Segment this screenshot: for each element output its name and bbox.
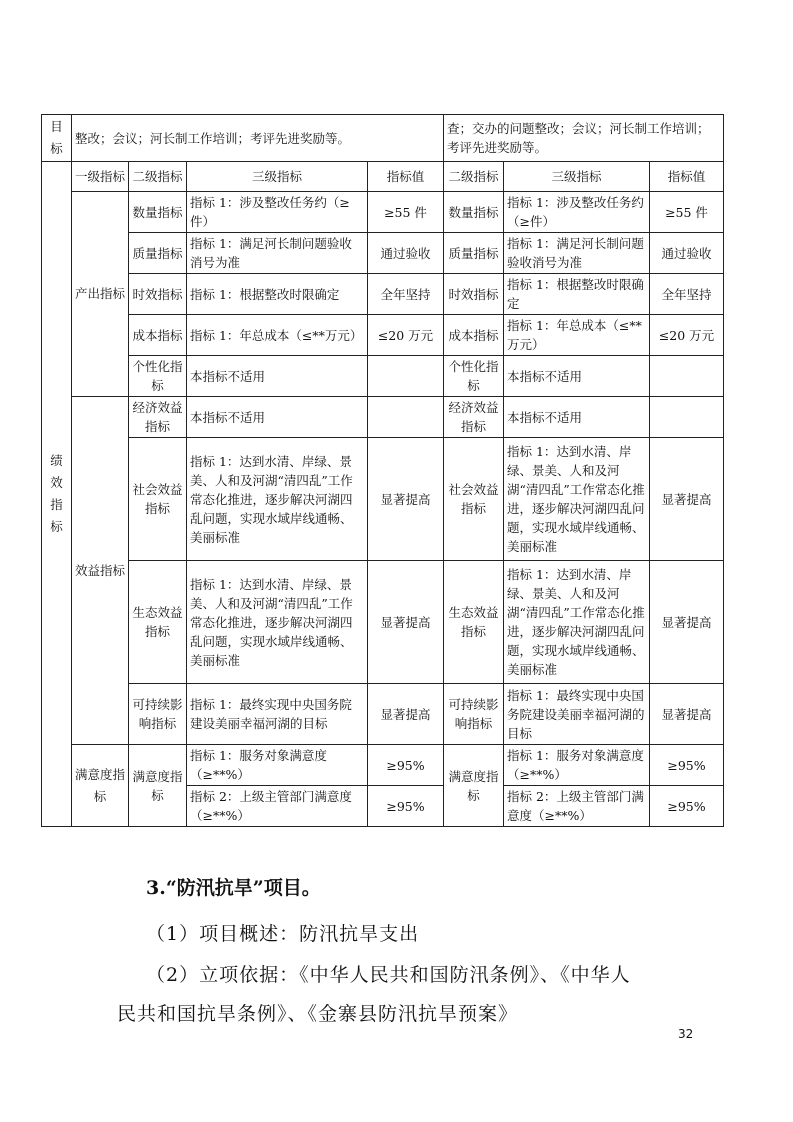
benefit-label-cell: 效益指标 <box>72 397 129 745</box>
target-label-cell: 目标 <box>42 115 72 162</box>
level3-cell-b: 指标 1：最终实现中央国务院建设美丽幸福河湖的目标 <box>504 684 650 745</box>
level2-cell: 满意度指标 <box>444 745 504 827</box>
value-cell-b: 显著提高 <box>650 561 724 684</box>
level2-cell: 数量指标 <box>444 192 504 233</box>
level2-cell: 数量指标 <box>129 192 187 233</box>
level3-cell-b: 指标 1：达到水清、岸绿、景美、人和及河湖“清四乱”工作常态化推进，逐步解决河湖四乱问题，实现水域岸线通畅、美丽标准 <box>504 561 650 684</box>
header-level1: 一级指标 <box>72 162 129 192</box>
level2-cell: 社会效益指标 <box>444 438 504 561</box>
level3-cell-b: 指标 2：上级主管部门满意度（≥**%） <box>504 786 650 827</box>
header-value-b: 指标值 <box>650 162 724 192</box>
value-cell-a: ≥55 件 <box>368 192 444 233</box>
output-label-cell: 产出指标 <box>72 192 129 397</box>
value-cell-b: ≥95% <box>650 745 724 786</box>
level3-cell-a: 指标 1：满足河长制问题验收消号为准 <box>187 233 368 274</box>
level2-cell: 生态效益指标 <box>129 561 187 684</box>
paragraph-basis-line2: 民共和国抗旱条例》、《金寨县防汛抗旱预案》 <box>117 1003 519 1025</box>
value-cell-a: 显著提高 <box>368 438 444 561</box>
table-row <box>42 233 724 274</box>
level3-cell-b: 指标 1：年总成本（≤**万元） <box>504 315 650 356</box>
paragraph-overview: （1）项目概述：防汛抗旱支出 <box>146 923 420 945</box>
level2-cell: 时效指标 <box>444 274 504 315</box>
value-cell-a <box>368 356 444 397</box>
value-cell-b: 全年坚持 <box>650 274 724 315</box>
satisfaction-label-cell: 满意度指标 <box>72 745 129 827</box>
value-cell-a: ≥95% <box>368 745 444 786</box>
table-row-target <box>42 115 724 162</box>
level2-cell: 可持续影响指标 <box>444 684 504 745</box>
level3-cell-a: 指标 2：上级主管部门满意度（≥**%） <box>187 786 368 827</box>
level2-cell: 质量指标 <box>129 233 187 274</box>
page-number: 32 <box>678 1027 694 1041</box>
value-cell-a: ≥95% <box>368 786 444 827</box>
value-cell-b: ≤20 万元 <box>650 315 724 356</box>
table-row <box>42 356 724 397</box>
level3-cell-a: 本指标不适用 <box>187 356 368 397</box>
level2-cell: 质量指标 <box>444 233 504 274</box>
performance-label-cell: 绩效指标 <box>42 162 72 827</box>
table-row <box>42 192 724 233</box>
paragraph-basis-line1: （2）立项依据：《中华人民共和国防汛条例》、《中华人 <box>146 964 631 986</box>
performance-indicator-table <box>41 114 724 827</box>
table-row <box>42 745 724 786</box>
level3-cell-a: 指标 1：达到水清、岸绿、景美、人和及河湖“清四乱”工作常态化推进，逐步解决河湖四乱问题，实现水域岸线通畅、美丽标准 <box>187 438 368 561</box>
header-level3-b: 三级指标 <box>504 162 650 192</box>
level3-cell-b: 指标 1：达到水清、岸绿、景美、人和及河湖“清四乱”工作常态化推进，逐步解决河湖四乱问题，实现水域岸线通畅、美丽标准 <box>504 438 650 561</box>
section-heading: 3.“防汛抗旱”项目。 <box>146 877 321 899</box>
value-cell-a: 显著提高 <box>368 561 444 684</box>
level3-cell-a: 指标 1：涉及整改任务约（≥件） <box>187 192 368 233</box>
value-cell-b: ≥95% <box>650 786 724 827</box>
level3-cell-b: 指标 1：满足河长制问题验收消号为准 <box>504 233 650 274</box>
value-cell-a: 全年坚持 <box>368 274 444 315</box>
value-cell-b <box>650 397 724 438</box>
header-value-a: 指标值 <box>368 162 444 192</box>
table-row <box>42 315 724 356</box>
value-cell-b: 显著提高 <box>650 438 724 561</box>
value-cell-b: 通过验收 <box>650 233 724 274</box>
value-cell-a: 显著提高 <box>368 684 444 745</box>
level2-cell: 经济效益指标 <box>444 397 504 438</box>
level3-cell-a: 指标 1：年总成本（≤**万元） <box>187 315 368 356</box>
value-cell-a <box>368 397 444 438</box>
table-row <box>42 274 724 315</box>
value-cell-a: 通过验收 <box>368 233 444 274</box>
level2-cell: 时效指标 <box>129 274 187 315</box>
level3-cell-b: 指标 1：根据整改时限确定 <box>504 274 650 315</box>
level2-cell: 个性化指标 <box>444 356 504 397</box>
table-row <box>42 438 724 561</box>
table-row-header <box>42 162 724 192</box>
level3-cell-a: 指标 1：根据整改时限确定 <box>187 274 368 315</box>
value-cell-b <box>650 356 724 397</box>
level3-cell-a: 指标 1：达到水清、岸绿、景美、人和及河湖“清四乱”工作常态化推进，逐步解决河湖四乱问题，实现水域岸线通畅、美丽标准 <box>187 561 368 684</box>
level2-cell: 成本指标 <box>129 315 187 356</box>
target-right-text: 查；交办的问题整改；会议；河长制工作培训；考评先进奖励等。 <box>444 115 724 162</box>
level2-cell: 生态效益指标 <box>444 561 504 684</box>
table-row <box>42 397 724 438</box>
level3-cell-a: 指标 1：服务对象满意度（≥**%） <box>187 745 368 786</box>
level2-cell: 满意度指标 <box>129 745 187 827</box>
level3-cell-b: 本指标不适用 <box>504 397 650 438</box>
table-row <box>42 561 724 684</box>
table-row <box>42 684 724 745</box>
target-left-text: 整改；会议；河长制工作培训；考评先进奖励等。 <box>72 115 444 162</box>
value-cell-a: ≤20 万元 <box>368 315 444 356</box>
level3-cell-a: 指标 1：最终实现中央国务院建设美丽幸福河湖的目标 <box>187 684 368 745</box>
header-level2-b: 二级指标 <box>444 162 504 192</box>
level2-cell: 经济效益指标 <box>129 397 187 438</box>
level2-cell: 社会效益指标 <box>129 438 187 561</box>
value-cell-b: 显著提高 <box>650 684 724 745</box>
header-level3-a: 三级指标 <box>187 162 368 192</box>
level3-cell-b: 指标 1：涉及整改任务约（≥件） <box>504 192 650 233</box>
value-cell-b: ≥55 件 <box>650 192 724 233</box>
level3-cell-b: 本指标不适用 <box>504 356 650 397</box>
level3-cell-a: 本指标不适用 <box>187 397 368 438</box>
level2-cell: 成本指标 <box>444 315 504 356</box>
level3-cell-b: 指标 1：服务对象满意度（≥**%） <box>504 745 650 786</box>
header-level2-a: 二级指标 <box>129 162 187 192</box>
level2-cell: 个性化指标 <box>129 356 187 397</box>
level2-cell: 可持续影响指标 <box>129 684 187 745</box>
